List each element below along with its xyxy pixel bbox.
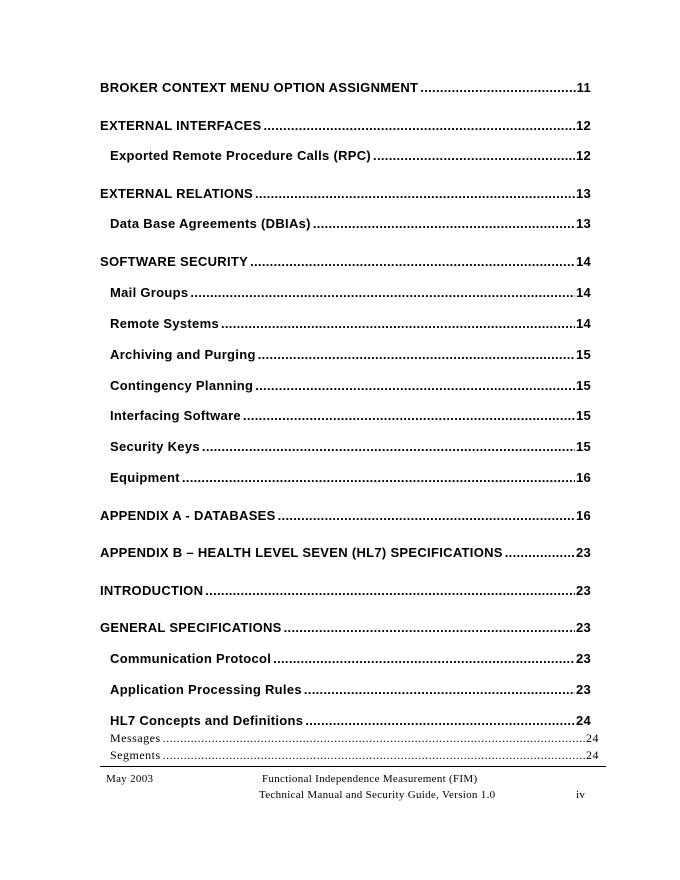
toc-page-number: 24 <box>586 748 599 762</box>
toc-page-number: 15 <box>575 378 591 393</box>
toc-title: SOFTWARE SECURITY <box>100 254 249 269</box>
toc-page-number: 24 <box>575 713 591 728</box>
toc-leader <box>182 470 575 485</box>
toc-page-number: 13 <box>575 216 591 231</box>
toc-entry[interactable] <box>100 508 591 523</box>
toc-page-number: 23 <box>575 583 591 598</box>
toc-entry[interactable] <box>110 731 599 746</box>
toc-entry[interactable] <box>110 748 599 763</box>
toc-page-number: 23 <box>575 620 591 635</box>
toc-leader <box>202 439 575 454</box>
toc-title: Messages <box>110 731 161 745</box>
toc-title: APPENDIX A - DATABASES <box>100 508 276 523</box>
toc-page-number: 24 <box>586 731 599 745</box>
toc-title: Exported Remote Procedure Calls (RPC) <box>110 148 372 163</box>
toc-leader <box>190 285 575 300</box>
toc-entry[interactable] <box>110 347 591 362</box>
toc-title: Remote Systems <box>110 316 219 331</box>
toc-entry[interactable] <box>110 378 591 393</box>
toc-entry[interactable] <box>100 254 591 269</box>
toc-page-number: 16 <box>575 470 591 485</box>
toc-leader <box>373 148 575 163</box>
toc-leader <box>258 347 575 362</box>
toc-page-number: 16 <box>575 508 591 523</box>
toc-page-number: 15 <box>575 408 591 423</box>
toc-title: HL7 Concepts and Definitions <box>110 713 304 728</box>
toc-leader <box>255 186 575 201</box>
toc-leader <box>163 748 585 763</box>
toc-entry[interactable] <box>110 651 591 666</box>
toc-page-number: 14 <box>575 316 591 331</box>
toc-title: Application Processing Rules <box>110 682 302 697</box>
toc-leader <box>505 545 575 560</box>
toc-leader <box>263 118 574 133</box>
footer-page-number: iv <box>576 789 586 801</box>
toc-leader <box>420 80 575 95</box>
toc-title: Equipment <box>110 470 180 485</box>
toc-entry[interactable] <box>110 148 591 163</box>
toc-entry[interactable] <box>100 80 591 95</box>
toc-leader <box>221 316 575 331</box>
toc-page-number: 15 <box>575 347 591 362</box>
footer-document-subtitle: Technical Manual and Security Guide, Version 1.0 <box>259 789 496 801</box>
toc-title: BROKER CONTEXT MENU OPTION ASSIGNMENT <box>100 80 419 95</box>
footer-divider <box>100 766 606 767</box>
toc-entry[interactable] <box>100 583 591 598</box>
toc-page-number: 23 <box>575 545 591 560</box>
toc-leader <box>163 731 585 746</box>
toc-page-number: 23 <box>575 651 591 666</box>
toc-title: Data Base Agreements (DBIAs) <box>110 216 311 231</box>
toc-entry[interactable] <box>110 216 591 231</box>
toc-entry[interactable] <box>110 682 591 697</box>
toc-page-number: 11 <box>576 80 591 95</box>
toc-leader <box>284 620 575 635</box>
toc-title: GENERAL SPECIFICATIONS <box>100 620 282 635</box>
toc-page-number: 12 <box>575 118 591 133</box>
toc-entry[interactable] <box>110 285 591 300</box>
toc-entry[interactable] <box>100 186 591 201</box>
toc-title: Interfacing Software <box>110 408 241 423</box>
toc-title: Segments <box>110 748 161 762</box>
footer-document-title: Functional Independence Measurement (FIM) <box>262 773 478 785</box>
toc-title: Archiving and Purging <box>110 347 256 362</box>
toc-title: Contingency Planning <box>110 378 254 393</box>
toc-page-number: 14 <box>575 285 591 300</box>
toc-title: EXTERNAL INTERFACES <box>100 118 262 133</box>
toc-leader <box>255 378 575 393</box>
toc-leader <box>273 651 575 666</box>
toc-leader <box>250 254 575 269</box>
toc-leader <box>313 216 575 231</box>
toc-title: INTRODUCTION <box>100 583 204 598</box>
toc-title: Communication Protocol <box>110 651 272 666</box>
toc-leader <box>304 682 575 697</box>
toc-title: Security Keys <box>110 439 200 454</box>
toc-entry[interactable] <box>110 439 591 454</box>
toc-title: Mail Groups <box>110 285 189 300</box>
footer-date: May 2003 <box>106 773 154 785</box>
toc-leader <box>278 508 575 523</box>
toc-title: EXTERNAL RELATIONS <box>100 186 253 201</box>
toc-leader <box>205 583 575 598</box>
toc-leader <box>305 713 575 728</box>
toc-page-number: 12 <box>575 148 591 163</box>
toc-page-number: 13 <box>575 186 591 201</box>
toc-leader <box>243 408 575 423</box>
toc-title: APPENDIX B – HEALTH LEVEL SEVEN (HL7) SPECIFICATIONS <box>100 545 503 560</box>
toc-page-number: 15 <box>575 439 591 454</box>
toc-page-number: 14 <box>575 254 591 269</box>
toc-entry[interactable] <box>100 118 591 133</box>
toc-entry[interactable] <box>100 545 591 560</box>
toc-entry[interactable] <box>110 470 591 485</box>
toc-entry[interactable] <box>110 408 591 423</box>
toc-entry[interactable] <box>110 316 591 331</box>
toc-entry[interactable] <box>110 713 591 728</box>
toc-entry[interactable] <box>100 620 591 635</box>
toc-page-number: 23 <box>575 682 591 697</box>
